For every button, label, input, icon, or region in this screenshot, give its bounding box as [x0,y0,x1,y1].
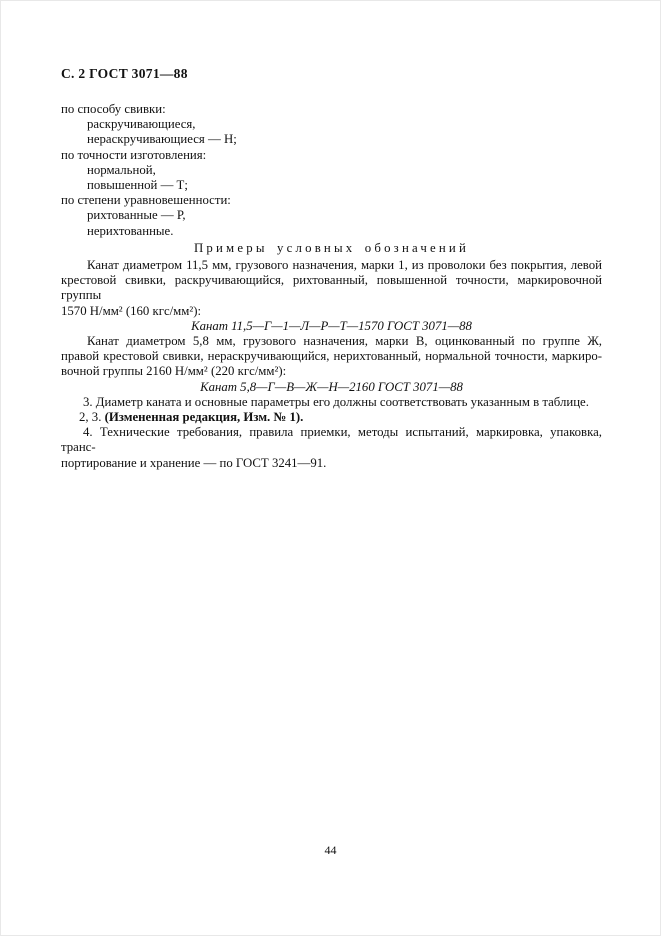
examples-heading: Примеры условных обозначений [193,240,470,255]
classification-group-label: по степени уравновешенности: [61,193,231,208]
paragraph-line: вочной группы 2160 Н/мм² (220 кгс/мм²): [61,364,287,379]
classification-group-label: по точности изготовления: [61,147,207,162]
paragraph-line: правой крестовой свивки, нераскручивающийся, нерихтованный, нормальной точности, маркиро- [61,349,602,364]
classification-item: раскручивающиеся, [87,117,196,132]
classification-item: нормальной, [87,162,156,177]
classification-group-label: по способу свивки: [61,102,166,116]
paragraph-line: Канат диаметром 11,5 мм, грузового назначения, марки 1, из проволоки без покрытия, левой [87,258,602,273]
clause-3: 3. Диаметр каната и основные параметры его должны соответствовать указанным в таблице. [83,394,589,409]
page-number: 44 [324,843,337,857]
clause-4 [61,425,602,471]
paragraph-line: портирование и хранение — по ГОСТ 3241—91. [61,455,327,470]
paragraph-line: 1570 Н/мм² (160 кгс/мм²): [61,303,202,318]
classification-list [61,102,602,239]
paragraph-line: крестовой свивки, раскручивающийся, рихтованный, повышенной точности, маркировочной группы [61,273,602,303]
classification-item: нерихтованные. [87,223,174,238]
amendment-clause-numbers: 2, 3. [79,410,105,425]
paragraph-line: Канат диаметром 5,8 мм, грузового назначения, марки В, оцинкованный по группе Ж, [87,334,602,349]
example-1-paragraph [61,258,602,319]
document-content [61,102,602,471]
classification-item: нераскручивающиеся — Н; [87,132,237,147]
classification-item: рихтованные — Р, [87,208,186,223]
paragraph-line: 4. Технические требования, правила приемки, методы испытаний, маркировка, упаковка, транс- [61,425,602,455]
amendment-bold-text: (Измененная редакция, Изм. № 1). [104,410,304,425]
classification-item: повышенной — Т; [87,178,188,193]
running-head: С. 2 ГОСТ 3071—88 [61,66,188,81]
example-2-paragraph [61,334,602,380]
example-2-designation: Канат 5,8—Г—В—Ж—Н—2160 ГОСТ 3071—88 [200,379,463,394]
example-1-designation: Канат 11,5—Г—1—Л—Р—Т—1570 ГОСТ 3071—88 [191,318,472,333]
amendment-note [61,410,602,425]
